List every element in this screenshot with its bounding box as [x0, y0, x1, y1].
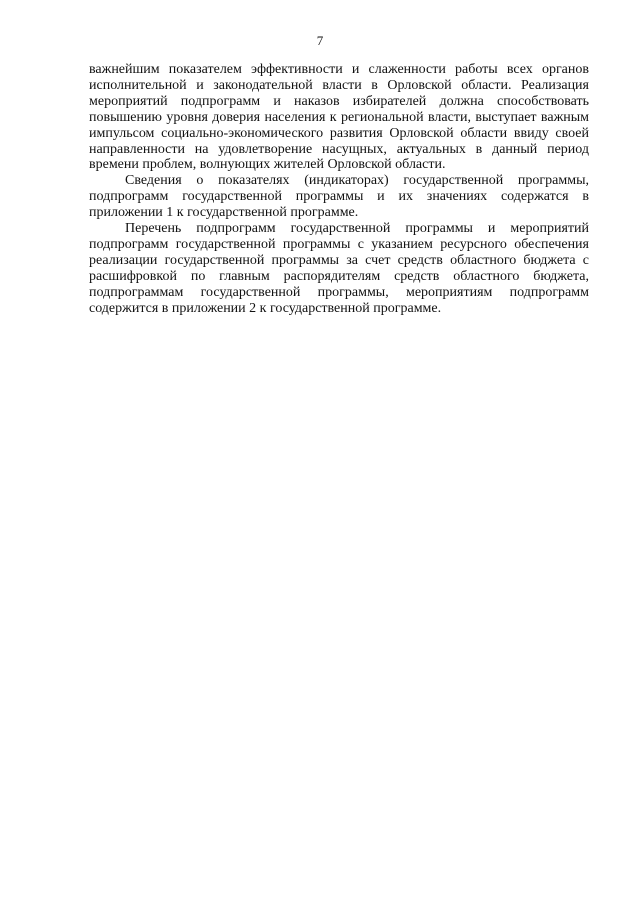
paragraph-indicators: Сведения о показателях (индикаторах) государственной программы, подпрограмм государственной программы и их значениях содержатся в приложении 1 к государственной программе. [89, 173, 589, 221]
paragraph-continuation: важнейшим показателем эффективности и слаженности работы всех органов исполнительной и законодательной власти в Орловской области. Реализация мероприятий подпрограмм и наказов избирателей должна способствовать повышению уровня доверия населения к региональной власти, выступает важным импульсом социально-экономического развития Орловской области ввиду своей направленности на удовлетворение насущных, актуальных в данный период времени проблем, волнующих жителей Орловской области. [89, 62, 589, 173]
paragraph-subprograms-list: Перечень подпрограмм государственной программы и мероприятий подпрограмм государственной программы с указанием ресурсного обеспечения реализации государственной программы за счет средств областного бюджета с расшифровкой по главным распорядителям средств областного бюджета, подпрограммам государственной программы, мероприятиям подпрограмм содержится в приложении 2 к государственной программе. [89, 221, 589, 316]
page-number: 7 [316, 33, 324, 48]
body-text [89, 62, 589, 317]
